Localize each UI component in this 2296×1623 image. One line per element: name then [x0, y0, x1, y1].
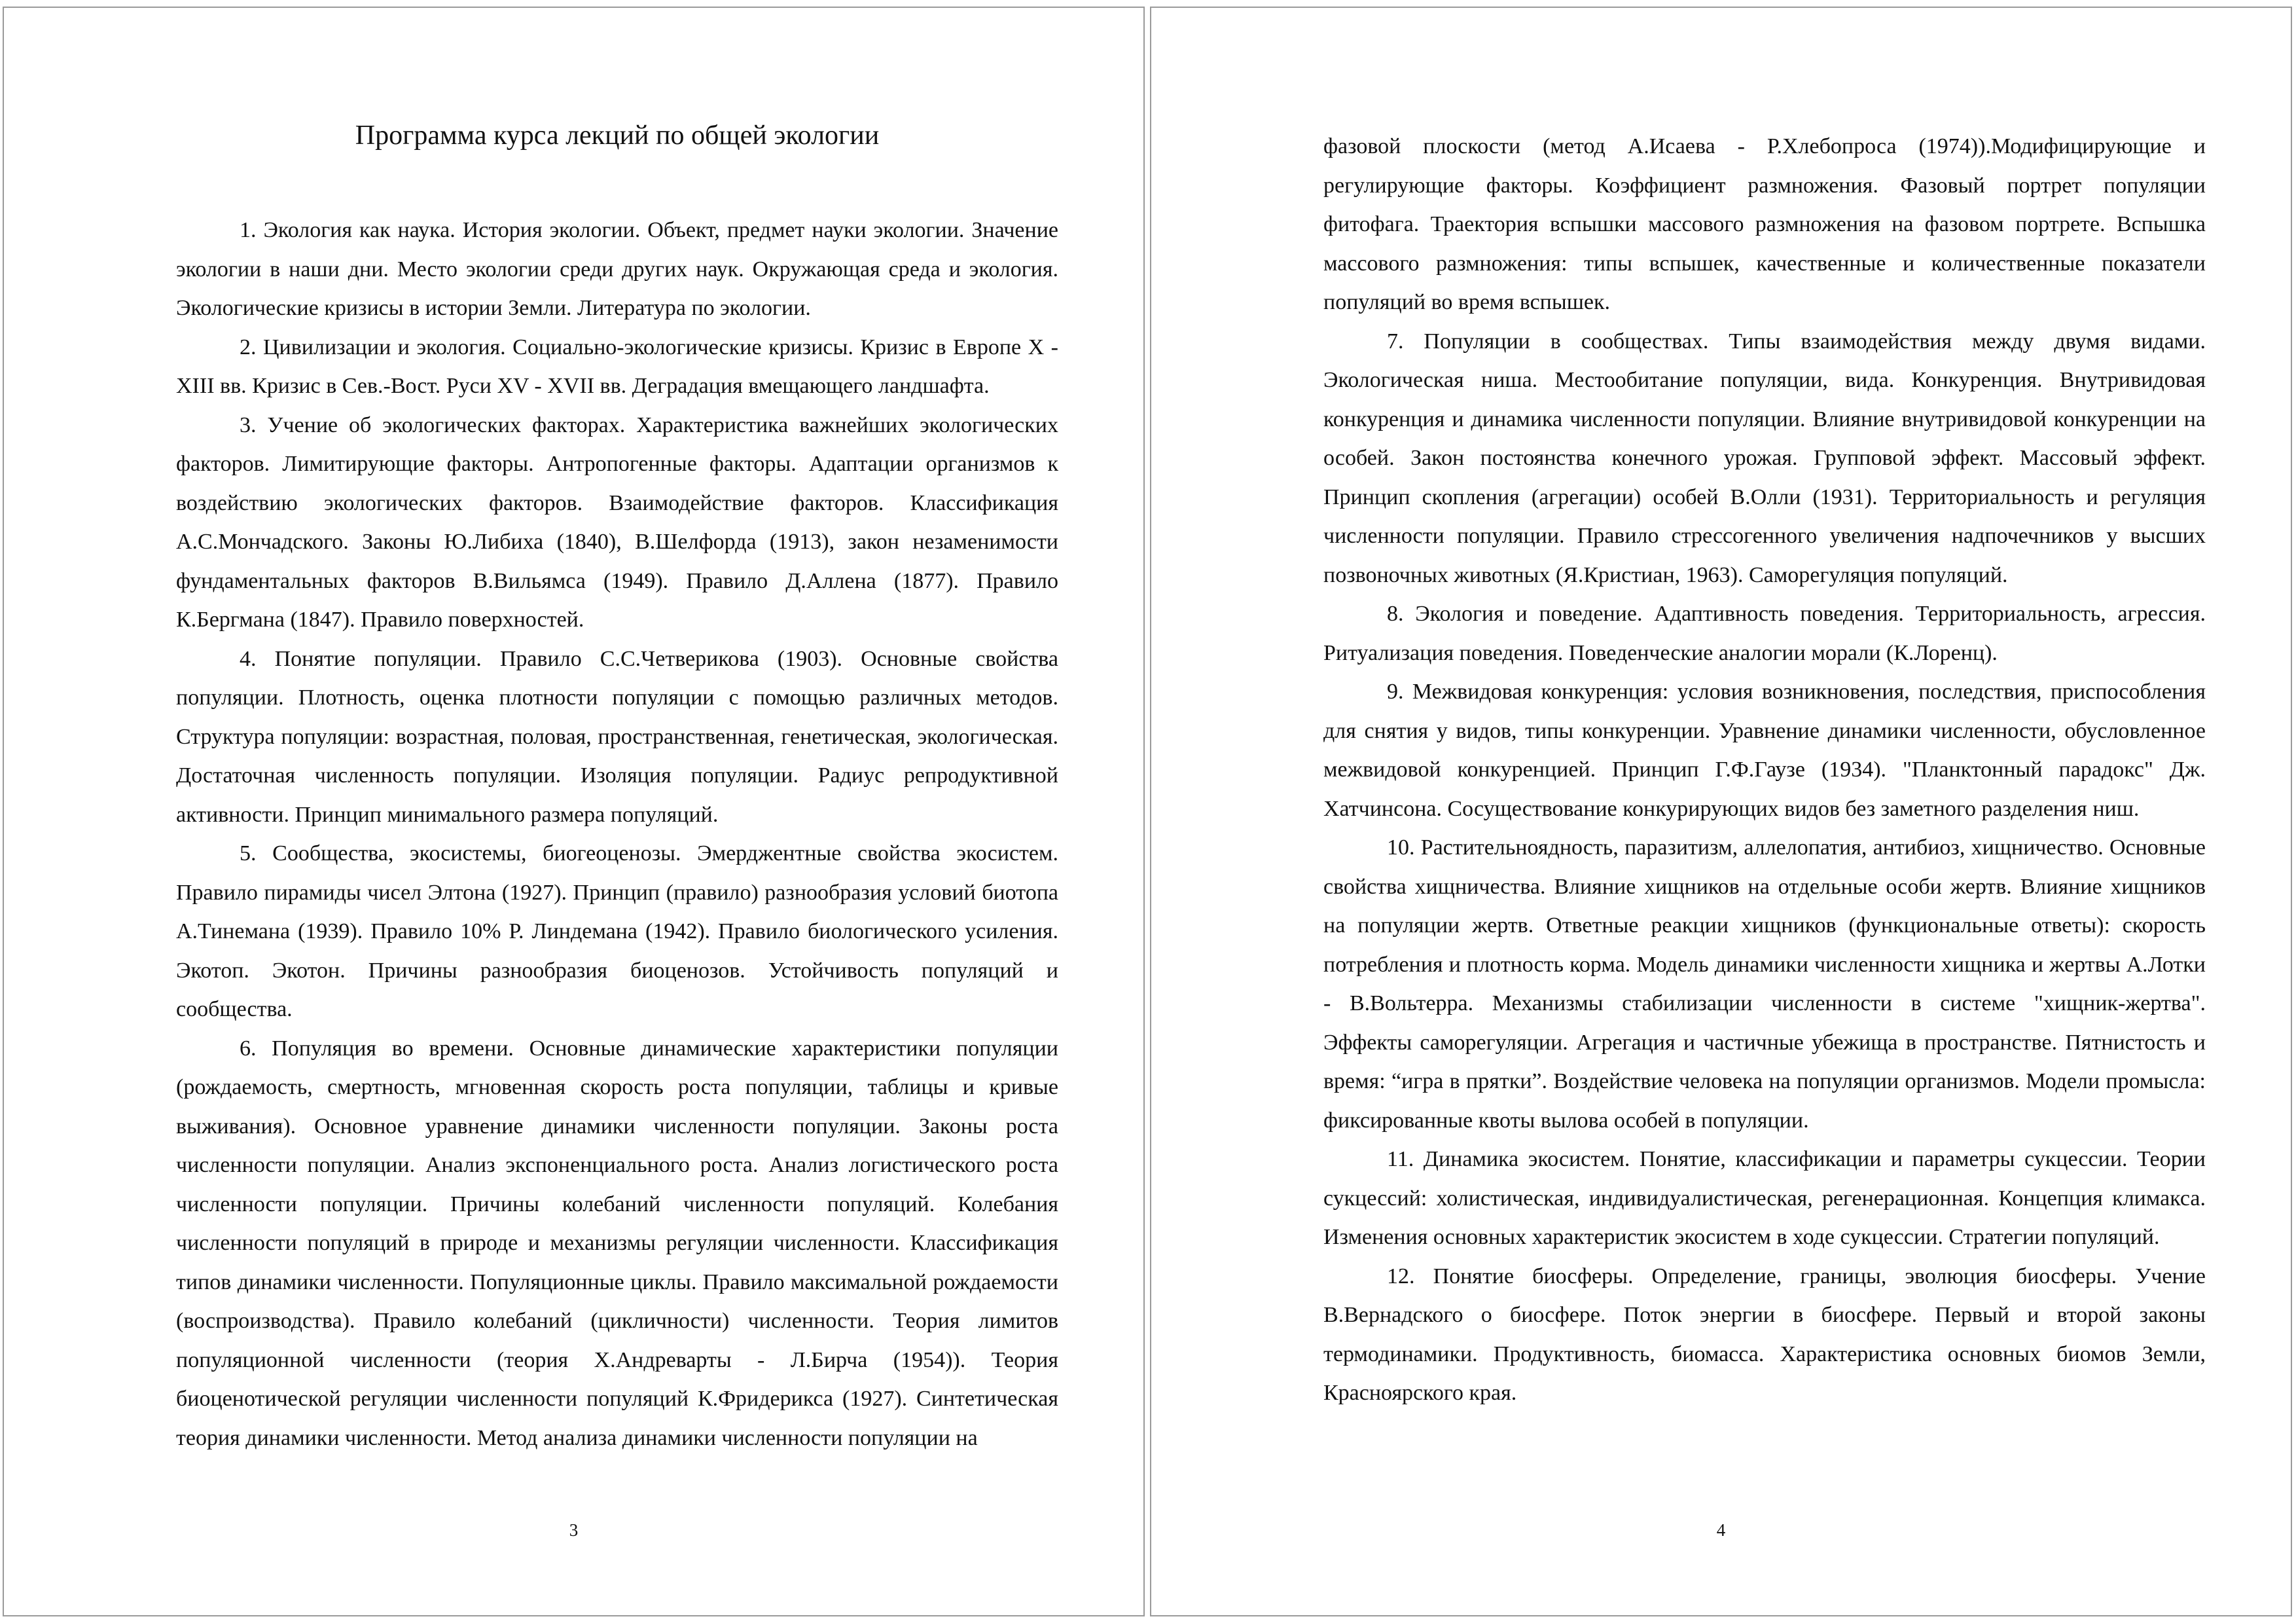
section-5-paragraph: 5. Сообщества, экосистемы, биогеоценозы. Эмерджентные свойства экосистем. Правило пирамиды чисел Элтона (1927). Принцип (правило) разнообразия условий биотопа А.Тинемана (1939). Правило 10% Р. Линдемана (1942). Правило биологического усиления. Экотоп. Экотон. Причины разнообразия биоценозов. Устойчивость популяций и сообщества.: [176, 841, 1058, 1021]
page-number: 3: [569, 1520, 579, 1540]
section-11-paragraph: 11. Динамика экосистем. Понятие, классификации и параметры сукцессии. Теории сукцессий: холистическая, индивидуалистическая, регенерационная. Концепция климакса. Изменения основных характеристик экосистем в ходе сукцессии. Стратегии популяций.: [1323, 1147, 2206, 1249]
section-6-paragraph: 6. Популяция во времени. Основные динамические характеристики популяции (рождаемость, смертность, мгновенная скорость роста популяции, таблицы и кривые выживания). Основное уравнение динамики численности популяции. Законы роста численности популяции. Анализ экспоненциального роста. Анализ логистического роста численности популяции. Причины колебаний численности популяций. Колебания численности популяций в природе и механизмы регуляции численности. Классификация типов динамики численности. Популяционные циклы. Правило максимальной рождаемости (воспроизводства). Правило колебаний (цикличности) численности. Теория лимитов популяционной численности (теория Х.Андреварты - Л.Бирча (1954)). Теория биоценотической регуляции численности популяций К.Фридерикса (1927). Синтетическая теория динамики численности. Метод анализа динамики численности популяции на: [176, 1036, 1058, 1450]
section-3-paragraph: 3. Учение об экологических факторах. Характеристика важнейших экологических факторов. Лимитирующие факторы. Антропогенные факторы. Адаптации организмов к воздействию экологических факторов. Взаимодействие факторов. Классификация А.С.Мончадского. Законы Ю.Либиха (1840), В.Шелфорда (1913), закон незаменимости фундаментальных факторов В.Вильямса (1949). Правило Д.Аллена (1877). Правило К.Бергмана (1847). Правило поверхностей.: [176, 412, 1058, 632]
section-7-paragraph: 7. Популяции в сообществах. Типы взаимодействия между двумя видами. Экологическая ниша. Местообитание популяции, вида. Конкуренция. Внутривидовая конкуренция и динамика численности популяции. Влияние внутривидовой конкуренции на особей. Закон постоянства конечного урожая. Групповой эффект. Массовый эффект. Принцип скопления (агрегации) особей В.Олли (1931). Территориальность и регуляция численности популяции. Правило стрессогенного увеличения надпочечников у высших позвоночных животных (Я.Кристиан, 1963). Саморегуляция популяций.: [1323, 329, 2206, 587]
section-2-paragraph: 2. Цивилизации и экология. Социально-экологические кризисы. Кризис в Европе X - XIII вв. Кризис в Сев.-Вост. Руси XV - XVII вв. Деградация вмещающего ландшафта.: [176, 335, 1058, 398]
section-6-continuation: фазовой плоскости (метод А.Исаева - Р.Хлебопроса (1974)).Модифицирующие и регулирующие факторы. Коэффициент размножения. Фазовый портрет популяции фитофага. Траектория вспышки массового размножения на фазовом портрете. Вспышка массового размножения: типы вспышек, качественные и количественные показатели популяций во время вспышек.: [1323, 134, 2206, 314]
section-9-paragraph: 9. Межвидовая конкуренция: условия возникновения, последствия, приспособления для снятия у видов, типы конкуренции. Уравнение динамики численности, обусловленное межвидовой конкуренцией. Принцип Г.Ф.Гаузе (1934). "Планктонный парадокс" Дж. Хатчинсона. Сосуществование конкурирующих видов без заметного разделения ниш.: [1323, 680, 2206, 821]
page-number: 4: [1716, 1520, 1726, 1540]
section-12-paragraph: 12. Понятие биосферы. Определение, границы, эволюция биосферы. Учение В.Вернадского о биосфере. Поток энергии в биосфере. Первый и второй законы термодинамики. Продуктивность, биомасса. Характеристика основных биомов Земли, Красноярского края.: [1323, 1264, 2206, 1405]
section-10-paragraph: 10. Растительноядность, паразитизм, аллелопатия, антибиоз, хищничество. Основные свойства хищничества. Влияние хищников на отдельные особи жертв. Влияние хищников на популяции жертв. Ответные реакции хищников (функциональные ответы): скорость потребления и плотность корма. Модель динамики численности хищника и жертвы А.Лотки - В.Вольтерра. Механизмы стабилизации численности в системе "хищник-жертва". Эффекты саморегуляции. Агрегация и частичные убежища в пространстве. Пятнистость и время: “игра в прятки”. Воздействие человека на популяции организмов. Модели промысла: фиксированные квоты вылова особей в популяции.: [1323, 835, 2206, 1133]
document-title: Программа курса лекций по общей экологии: [355, 120, 880, 151]
page-3-content: [176, 117, 1058, 1457]
page-4: [1150, 7, 2292, 1616]
page-4-content: [1323, 127, 2206, 1413]
section-4-paragraph: 4. Понятие популяции. Правило С.С.Четверикова (1903). Основные свойства популяции. Плотность, оценка плотности популяции с помощью различных методов. Структура популяции: возрастная, половая, пространственная, генетическая, экологическая. Достаточная численность популяции. Изоляция популяции. Радиус репродуктивной активности. Принцип минимального размера популяций.: [176, 646, 1058, 827]
page-3: [3, 7, 1145, 1616]
section-8-paragraph: 8. Экология и поведение. Адаптивность поведения. Территориальность, агрессия. Ритуализация поведения. Поведенческие аналогии морали (К.Лоренц).: [1323, 602, 2206, 665]
section-1-paragraph: 1. Экология как наука. История экологии. Объект, предмет науки экологии. Значение экологии в наши дни. Место экологии среди других наук. Окружающая среда и экология. Экологические кризисы в истории Земли. Литература по экологии.: [176, 218, 1058, 320]
